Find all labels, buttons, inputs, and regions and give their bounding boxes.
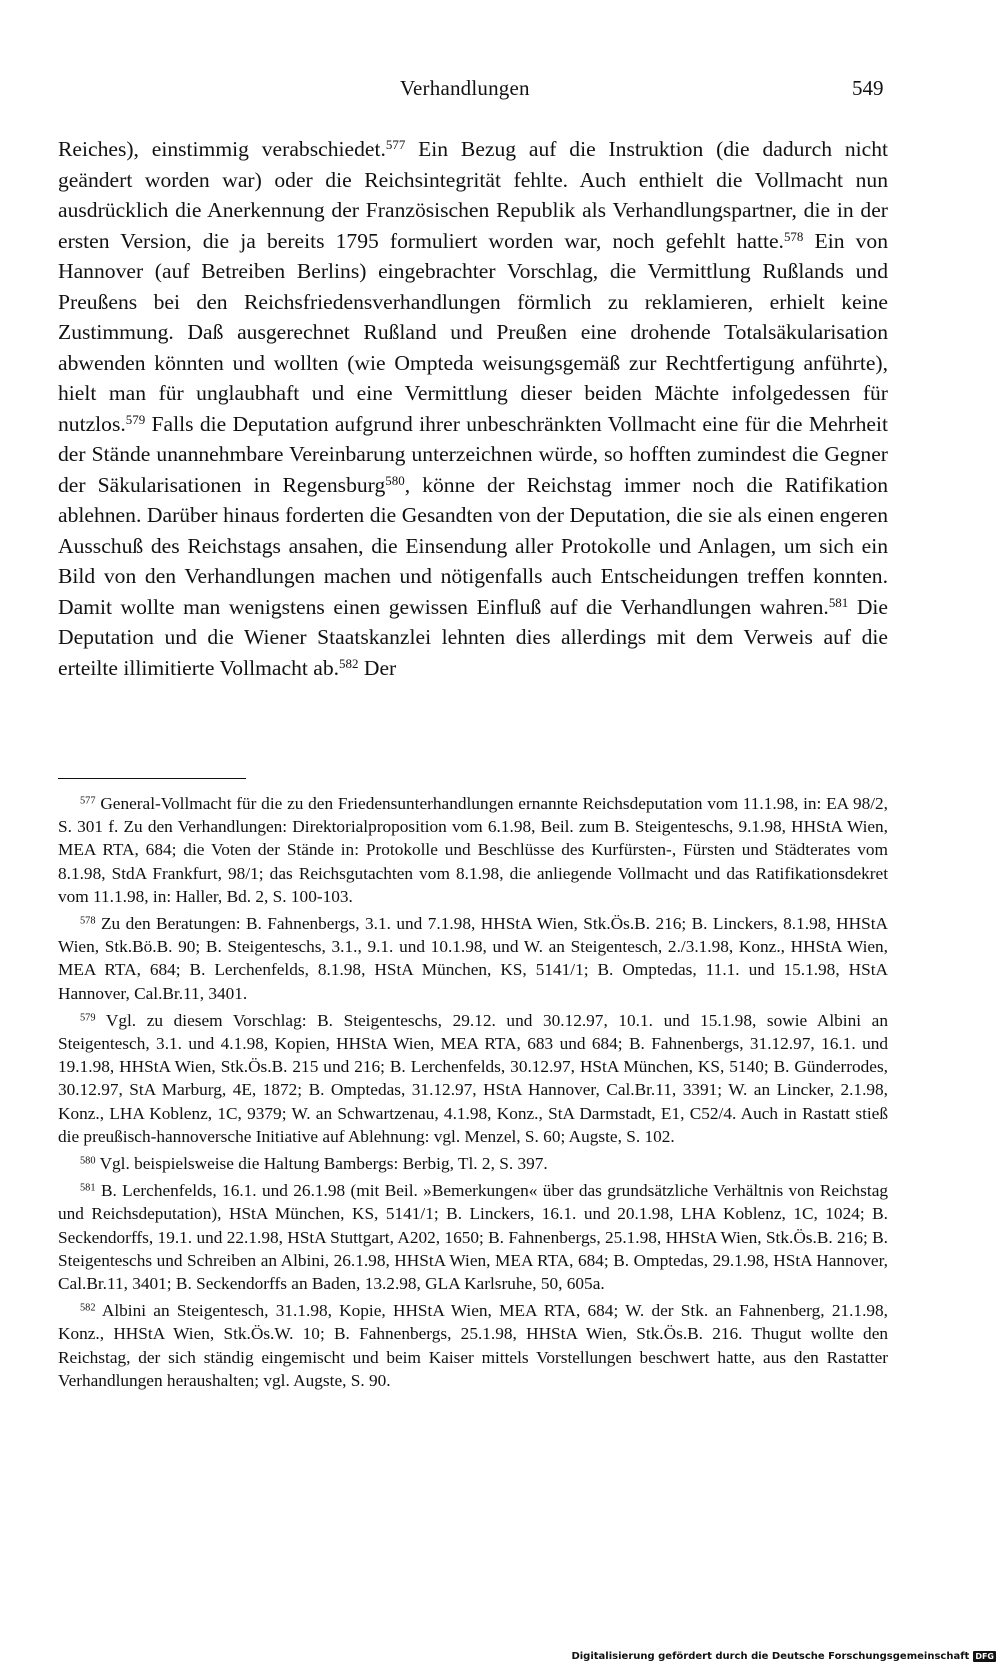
dfg-logo: DFG bbox=[975, 1652, 994, 1661]
footnote-number: 581 bbox=[80, 1182, 96, 1194]
footnote-text: General-Vollmacht für die zu den Friedensunterhandlungen ernannte Reichsdeputation vom 11.1.98, in: EA 98/2, S. 301 f. Zu den Verhandlungen: Direktorialproposition vom 6.1.98, Beil. zum B. Steigenteschs, 9.1.98, HHStA Wien, MEA RTA, 684; die Voten der Stände in: Protokolle und Beschlüsse des Kurfürsten-, Fürsten und Städterates vom 8.1.98, StdA Frankfurt, 98/1; das Reichsgutachten vom 8.1.98, die anliegende Vollmacht und das Ratifikationsdekret vom 11.1.98, in: Haller, Bd. 2, S. 100-103. bbox=[58, 794, 888, 906]
digitization-credit bbox=[571, 1651, 996, 1662]
footnotes bbox=[58, 792, 888, 1396]
footnote-text: Albini an Steigentesch, 31.1.98, Kopie, HHStA Wien, MEA RTA, 684; W. der Stk. an Fahnenberg, 21.1.98, Konz., HHStA Wien, Stk.Ös.W. 10; B. Fahnenbergs, 25.1.98, HHStA Wien, Stk.Ös.B. 216. Thugut wollte den Reichstag, der sich ständig eingemischt und beim Kaiser mittels Vorstellungen beschwert hatte, aus den Rastatter Verhandlungen heraushalten; vgl. Augste, S. 90. bbox=[58, 1301, 888, 1390]
footnote-number: 578 bbox=[80, 915, 96, 927]
footnote-separator bbox=[58, 778, 246, 779]
footnote-ref[interactable]: 579 bbox=[125, 411, 146, 427]
body-paragraph bbox=[58, 134, 888, 683]
page-number: 549 bbox=[852, 76, 884, 100]
footnote-577 bbox=[58, 792, 888, 908]
body-text-segment: Ein von Hannover (auf Betreiben Berlins) eingebrachter Vorschlag, die Vermittlung Rußlands und Preußens bei den Reichsfriedensverhandlungen förmlich zu reklamieren, erhielt keine Zustimmung. Daß ausgerechnet Rußland und Preußen eine drohende Totalsäkularisation abwenden könnten und wollten (wie Ompteda weisungsgemäß zur Rechtfertigung anführte), hielt man für unglaubhaft und eine Vermittlung dieser beiden Mächte infolgedessen für nutzlos. bbox=[58, 228, 888, 436]
footnote-581 bbox=[58, 1179, 888, 1295]
body-text-segment: Ein Bezug auf die Instruktion (die dadurch nicht geändert worden war) oder die Reichsintegrität fehlte. Auch enthielt die Vollmacht nun ausdrücklich die Anerkennung der Französischen Republik als Verhandlungspartner, die in der ersten Version, die ja bereits 1795 formuliert worden war, noch gefehlt hatte. bbox=[58, 137, 889, 253]
footnote-number: 579 bbox=[80, 1012, 96, 1024]
body-text-segment: Die Deputation und die Wiener Staatskanzlei lehnten dies allerdings mit dem Verweis auf die erteilte illimitierte Vollmacht ab. bbox=[58, 594, 889, 680]
footnote-text: Vgl. zu diesem Vorschlag: B. Steigenteschs, 29.12. und 30.12.97, 10.1. und 15.1.98, sowie Albini an Steigentesch, 3.1. und 4.1.98, Kopien, HHStA Wien, MEA RTA, 683 und 684; B. Fahnenbergs, 31.12.97, 16.1. und 19.1.98, HHStA Wien, Stk.Ös.B. 215 und 216; B. Lerchenfelds, 30.12.97, HStA München, KS, 5140; B. Günderrodes, 30.12.97, StA Marburg, 4E, 1872; B. Omptedas, 31.12.97, HStA Hannover, Cal.Br.11, 3391; W. an Lincker, 2.1.98, Konz., LHA Koblenz, 1C, 9379; W. an Schwartzenau, 4.1.98, Konz., StA Darmstadt, E1, C52/4. Auch in Rastatt stieß die preußisch-hannoversche Initiative auf Ablehnung: vgl. Menzel, S. 60; Augste, S. 102. bbox=[58, 1010, 888, 1146]
body-text-segment: Falls die Deputation aufgrund ihrer unbeschränkten Vollmacht eine für die Mehrheit der Stände unannehmbare Vereinbarung unterzeichnen würde, so hofften zumindest die Gegner der Säkularisationen in Regensburg bbox=[58, 411, 888, 497]
running-head: Verhandlungen bbox=[400, 76, 530, 100]
footnote-number: 577 bbox=[80, 795, 96, 807]
body-text-segment: Reiches), einstimmig verabschiedet. bbox=[58, 137, 386, 161]
footnote-number: 580 bbox=[80, 1155, 96, 1167]
footnote-ref[interactable]: 578 bbox=[783, 228, 804, 244]
footnote-ref[interactable]: 581 bbox=[828, 594, 849, 610]
footnote-ref[interactable]: 582 bbox=[339, 655, 359, 671]
footnote-582 bbox=[58, 1299, 888, 1392]
footnote-579 bbox=[58, 1009, 888, 1148]
footnote-ref[interactable]: 580 bbox=[385, 472, 405, 488]
body-text-segment: , könne der Reichstag immer noch die Ratifikation ablehnen. Darüber hinaus forderten die Gesandten von der Deputation, die sie als einen engeren Ausschuß des Reichstags ansahen, die Einsendung aller Protokolle und Anlagen, um sich ein Bild von den Verhandlungen machen und nötigenfalls auch Entscheidungen treffen konnten. Damit wollte man wenigstens einen gewissen Einfluß auf die Verhandlungen wahren. bbox=[58, 472, 889, 619]
body-text-segment: Der bbox=[358, 655, 397, 680]
footnote-text: Zu den Beratungen: B. Fahnenbergs, 3.1. und 7.1.98, HHStA Wien, Stk.Ös.B. 216; B. Linckers, 8.1.98, HHStA Wien, Stk.Bö.B. 90; B. Steigenteschs, 3.1., 9.1. und 10.1.98, und W. an Steigentesch, 2./3.1.98, Konz., HHStA Wien, MEA RTA, 684; B. Lerchenfelds, 8.1.98, HStA München, KS, 5141/1; B. Omptedas, 11.1. und 15.1.98, HStA Hannover, Cal.Br.11, 3401. bbox=[58, 914, 888, 1003]
footnote-ref[interactable]: 577 bbox=[385, 136, 406, 152]
footnote-578 bbox=[58, 912, 888, 1005]
footnote-580 bbox=[58, 1152, 888, 1175]
footnote-number: 582 bbox=[80, 1302, 96, 1314]
footnote-text: Vgl. beispielsweise die Haltung Bambergs: Berbig, Tl. 2, S. 397. bbox=[99, 1154, 548, 1174]
footnote-text: B. Lerchenfelds, 16.1. und 26.1.98 (mit Beil. »Bemerkungen« über das grundsätzliche Verhältnis von Reichstag und Reichsdeputation), HStA München, KS, 5141/1; B. Linckers, 16.1. und 20.1.98, LHA Koblenz, 1C, 1024; B. Seckendorffs, 19.1. und 22.1.98, HStA Stuttgart, A202, 1650; B. Fahnenbergs, 25.1.98, HHStA Wien, Stk.Ös.B. 216; B. Steigenteschs und Schreiben an Albini, 26.1.98, HHStA Wien, MEA RTA, 684; B. Omptedas, 29.1.98, HStA Hannover, Cal.Br.11, 3401; B. Seckendorffs an Baden, 13.2.98, GLA Karlsruhe, 50, 605a. bbox=[58, 1181, 889, 1294]
credit-text: Digitalisierung gefördert durch die Deutsche Forschungsgemeinschaft bbox=[571, 1651, 970, 1662]
